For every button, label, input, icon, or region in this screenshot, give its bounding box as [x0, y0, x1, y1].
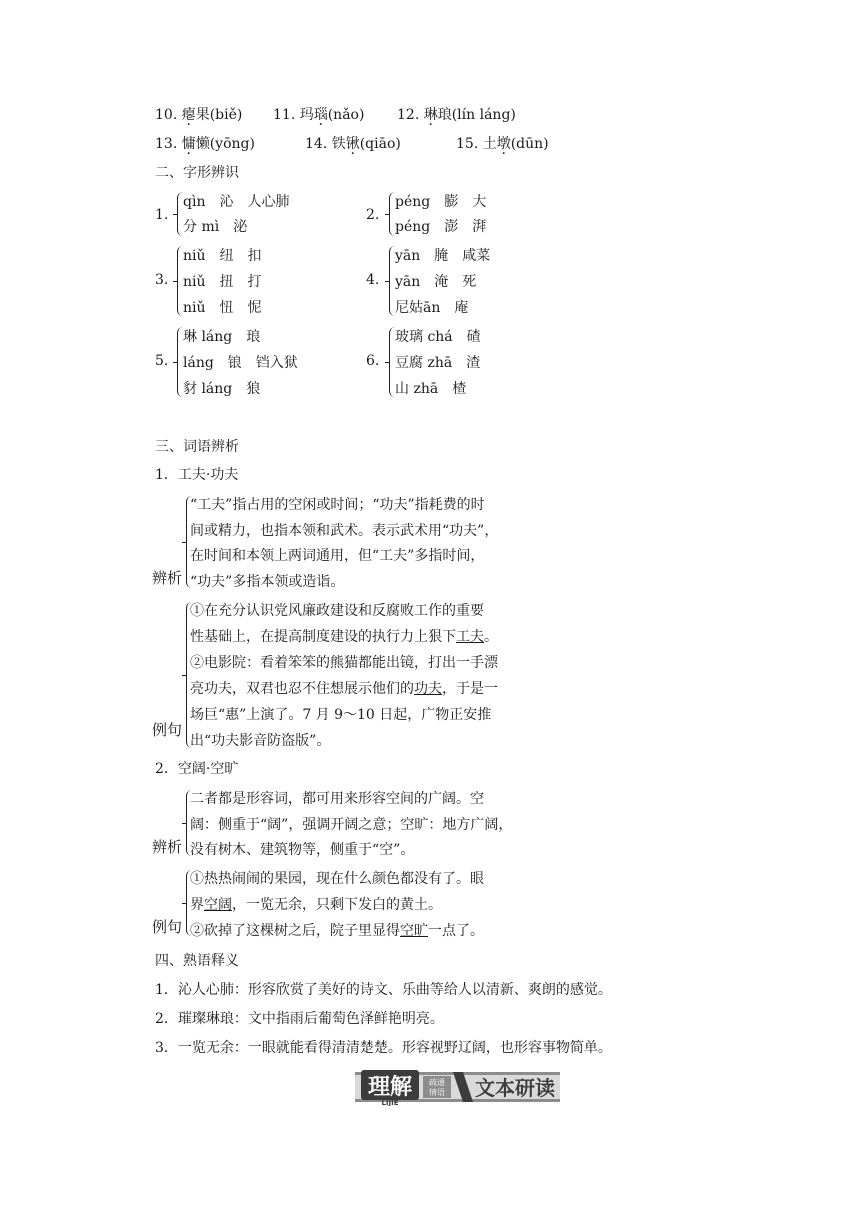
analysis-line: “工夫”指占用的空闲或时间；“功夫”指耗费的时: [190, 497, 485, 513]
example-line: 出“功夫影音防盗版”。: [190, 733, 331, 749]
banner-pinyin: LIJIE: [381, 1099, 399, 1106]
example-line: 场巨“惠”上演了。7 月 9～10 日起，广物正安推: [190, 707, 492, 723]
example-line: ①在充分认识党风廉政建设和反腐败工作的重要: [190, 603, 484, 619]
group-line: 山 zhā 楂: [395, 381, 467, 397]
vocab-item: 15. 土墩(dūn): [456, 136, 549, 152]
group-line: 分 mì 泌: [183, 219, 248, 235]
banner-graphic: [355, 1068, 560, 1106]
vocab-item: 12. 琳琅(lín láng): [397, 107, 516, 123]
analysis-line: 二者都是形容词，都可用来形容空间的广阔。空: [190, 791, 484, 807]
group-number: 6.: [366, 353, 380, 369]
group-number: 3.: [155, 272, 169, 288]
example-line: ②电影院：看着笨笨的熊猫都能出镜，打出一手漂: [190, 655, 498, 671]
section-banner: [355, 1068, 560, 1106]
group-line: láng 锒 铛入狱: [183, 355, 298, 371]
idiom-item: 1．沁人心肺：形容欣赏了美好的诗文、乐曲等给人以清新、爽朗的感觉。: [155, 982, 612, 998]
banner-main-text: 理解: [367, 1075, 413, 1100]
example-line: ①热热闹闹的果园，现在什么颜色都没有了。眼: [190, 871, 484, 887]
vocab-item: 14. 铁锹(qiāo): [305, 136, 401, 152]
group-number: 1.: [155, 207, 169, 223]
group-line: 琳 láng 琅: [183, 329, 261, 345]
group-line: niǔ 忸 怩: [183, 300, 262, 316]
example-label: 例句: [152, 918, 183, 936]
vocab-item: 10. 瘪果(biě): [155, 107, 243, 123]
analysis-line: 间或精力，也指本领和武术。表示武术用“功夫”，: [190, 523, 499, 539]
example-line: ②砍掉了这棵树之后，院子里显得空旷一点了。: [190, 923, 484, 939]
group-line: 豆腐 zhā 渣: [395, 355, 481, 371]
item-title: 2．空阔·空旷: [155, 761, 239, 777]
analysis-label: 辨析: [152, 838, 183, 856]
item-title: 1．工夫·功夫: [155, 467, 239, 483]
section-title: 三、词语辨析: [155, 439, 239, 455]
group-line: niǔ 纽 扣: [183, 248, 262, 264]
example-label: 例句: [152, 721, 183, 739]
analysis-label: 辨析: [152, 569, 183, 587]
analysis-line: 阔：侧重于“阔”，强调开阔之意；空旷：地方广阔，: [190, 817, 513, 833]
group-line: qìn 沁 人心肺: [183, 194, 290, 210]
example-line: 界空阔，一览无余，只剩下发白的黄土。: [190, 897, 442, 913]
vocab-item: 13. 慵懒(yōng): [155, 136, 255, 152]
vocab-item: 11. 玛瑙(nǎo): [273, 107, 365, 123]
group-line: 尼姑ān 庵: [395, 300, 469, 316]
analysis-line: “功夫”多指本领或造诣。: [190, 574, 345, 590]
analysis-line: 在时间和本领上两词通用，但“工夫”多指时间，: [190, 548, 485, 564]
banner-small-bottom: 情语: [429, 1088, 445, 1097]
group-number: 5.: [155, 353, 169, 369]
banner-small-top: 疏通: [429, 1078, 445, 1087]
section-title: 二、字形辨识: [155, 165, 239, 181]
group-line: yān 腌 咸菜: [395, 248, 491, 264]
example-line: 性基础上，在提高制度建设的执行力上狠下工夫。: [190, 629, 498, 645]
group-number: 2.: [366, 207, 380, 223]
section-title: 四、熟语释义: [155, 953, 239, 969]
group-line: niǔ 扭 打: [183, 274, 262, 290]
group-line: 豺 láng 狼: [183, 381, 261, 397]
analysis-line: 没有树木、建筑物等，侧重于“空”。: [190, 842, 415, 858]
banner-right-text: 文本研读: [475, 1076, 555, 1100]
group-line: yān 淹 死: [395, 274, 477, 290]
idiom-item: 2．璀璨琳琅：文中指雨后葡萄色泽鲜艳明亮。: [155, 1011, 444, 1027]
brace: [186, 602, 192, 748]
group-number: 4.: [366, 272, 380, 288]
idiom-item: 3．一览无余：一眼就能看得清清楚楚。形容视野辽阔，也形容事物简单。: [155, 1040, 612, 1056]
group-line: péng 膨 大: [395, 194, 487, 210]
group-line: péng 澎 湃: [395, 219, 487, 235]
example-line: 亮功夫，双君也忍不住想展示他们的功夫，于是一: [190, 681, 498, 697]
group-line: 玻璃 chá 碴: [395, 329, 481, 345]
